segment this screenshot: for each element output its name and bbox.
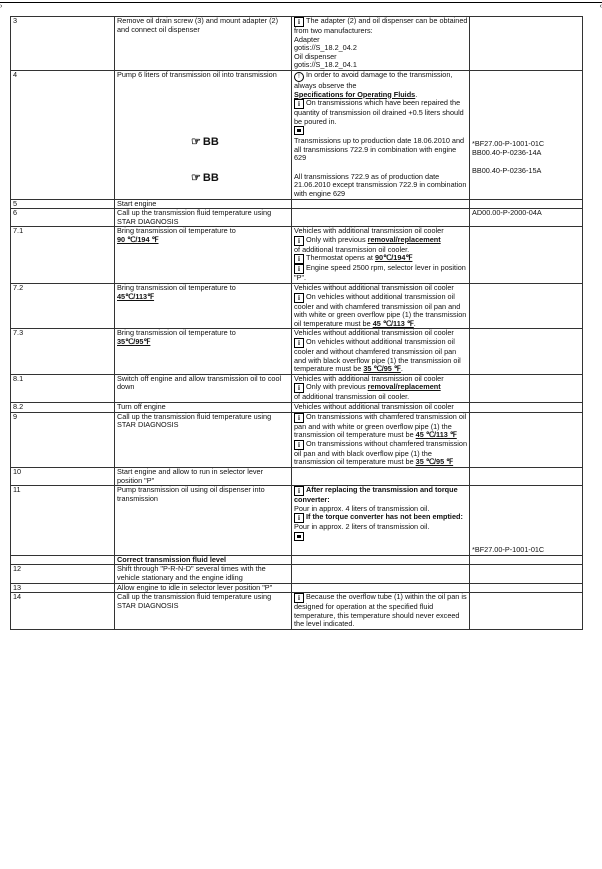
step-notes [292, 209, 470, 227]
step-action [115, 284, 292, 329]
step-notes [292, 227, 470, 284]
temperature-link[interactable]: 45 ℃/113 ℉ [415, 430, 457, 440]
step-notes: ! In order to avoid damage to the transmission, always observe the Specifications for Operating Fluids. i On transmissions which have been repaired the quantity of transmission oil drained +0.5 liters should be poured in. ☞ BB Transmissions up to production date 18.06.2010 and all transmissions 722.9 in combination with engine 629 ☞ BB All transmissions 722.9 as of production date 21.06.2010 except transmission 722.9 in combination with engine 629 [292, 70, 470, 199]
info-text: On vehicles without additional transmission oil cooler and with chamfered transmission oil pan and with white or green overflow pipe (1) the transmission oil temperature must be [294, 291, 467, 328]
corner-mark-right: ‹ [599, 3, 602, 10]
temperature-link[interactable]: 45℃/113℉ [117, 291, 155, 301]
step-reference [470, 565, 583, 583]
temperature-link[interactable]: 35℃/95℉ [117, 337, 151, 347]
top-rule [0, 2, 602, 3]
caution-text: In order to avoid damage to the transmission, always observe the [294, 69, 453, 90]
step-reference [470, 329, 583, 374]
table-row [11, 403, 583, 413]
step-number: 9 [11, 412, 115, 467]
bb-ref-link-2[interactable]: BB00.40-P-0236-15A [472, 166, 542, 176]
condition-text: Vehicles without additional transmission oil cooler [294, 328, 454, 338]
step-action: Pump transmission oil using oil dispenser into transmission [115, 486, 292, 556]
table-row [11, 17, 583, 71]
tool-ref-link[interactable]: *BF27.00-P-1001-01C [472, 545, 545, 555]
bb-condition-text: All transmissions 722.9 as of production date 21.06.2010 except transmission 722.9 in combination with engine 629 [294, 171, 467, 198]
step-number: 7.2 [11, 284, 115, 329]
step-reference [470, 17, 583, 71]
action-text: Bring transmission oil temperature to [117, 226, 236, 236]
action-text: Bring transmission oil temperature to [117, 283, 236, 293]
table-row [11, 412, 583, 467]
bb-condition-text: Transmissions up to production date 18.06.2010 and all transmissions 722.9 in combination with engine 629 [294, 135, 465, 163]
step-notes [292, 467, 470, 485]
step-reference [470, 227, 583, 284]
step-number: 7.1 [11, 227, 115, 284]
action-text: Bring transmission oil temperature to [117, 328, 236, 338]
step-notes: Vehicles without additional transmission oil cooler i On vehicles without additional transmission oil cooler and with chamfered transmission oil pan and with white or green overflow pipe (1) the transmission oil temperature must be 45 ℃/113 ℉. [292, 284, 470, 329]
table-row [11, 593, 583, 630]
dispenser-label: Oil dispenser [294, 51, 337, 61]
table-row [11, 565, 583, 583]
step-action: Call up the transmission fluid temperature using STAR DIAGNOSIS [115, 209, 292, 227]
step-action: Pump 6 liters of transmission oil into transmission [115, 70, 292, 199]
tool-ref-link[interactable]: *BF27.00-P-1001-01C [472, 138, 545, 148]
table-row [11, 70, 583, 199]
step-action: Switch off engine and allow transmission oil to cool down [115, 374, 292, 402]
step-reference [470, 593, 583, 630]
info-text: Only with previous [306, 234, 366, 244]
info-icon: i [294, 264, 304, 274]
step-reference [470, 70, 583, 199]
table-row [11, 209, 583, 227]
info-icon: i [294, 338, 304, 348]
condition-text: Vehicles without additional transmission oil cooler [294, 283, 454, 293]
temperature-link[interactable]: 35 ℃/95 ℉ [415, 457, 454, 467]
pointing-hand-icon: ☞ [191, 135, 201, 148]
removal-replacement-link[interactable]: removal/replacement [367, 382, 441, 392]
step-number: 11 [11, 486, 115, 556]
info-text: Only with previous [306, 382, 366, 392]
section-row [11, 555, 583, 565]
table-row [11, 227, 583, 284]
section-heading: Correct transmission fluid level [115, 555, 292, 565]
step-action [115, 227, 292, 284]
step-action: Start engine and allow to run in selector lever position "P" [115, 467, 292, 485]
condition-text: Vehicles without additional transmission oil cooler [292, 403, 470, 413]
step-ref-link[interactable]: AD00.00-P-2000-04A [470, 209, 583, 227]
info-icon: i [294, 413, 304, 423]
info-text: The adapter (2) and oil dispenser can be obtained from two manufacturers: [294, 16, 468, 35]
table-row [11, 374, 583, 402]
step-reference [470, 555, 583, 565]
table-row [11, 329, 583, 374]
step-number: 12 [11, 565, 115, 583]
bb-label: BB [202, 171, 219, 184]
info-text: of additional transmission oil cooler. [294, 244, 410, 254]
step-action: Turn off engine [115, 403, 292, 413]
dispenser-ref-link[interactable]: gotis://S_18.2_04.1 [294, 60, 357, 70]
info-text: On transmissions which have been repaired the quantity of transmission oil drained +0.5 liters should be poured in. [294, 98, 464, 126]
adapter-ref-link[interactable]: gotis://S_18.2_04.2 [294, 43, 357, 53]
step-number: 13 [11, 583, 115, 593]
step-number: 4 [11, 70, 115, 199]
step-notes [292, 486, 470, 556]
step-reference [470, 412, 583, 467]
info-text: of additional transmission oil cooler. [294, 392, 410, 402]
info-icon: i [294, 593, 304, 603]
info-text: On transmissions with chamfered transmission oil pan and with white or green overflow pipe (1) the transmission oil temperature must be [294, 411, 467, 440]
temperature-link[interactable]: 45 ℃/113 ℉ [372, 318, 414, 328]
removal-replacement-link[interactable]: removal/replacement [367, 234, 441, 244]
corner-mark-left: › [0, 3, 3, 10]
info-icon: i [294, 440, 304, 450]
step-notes [292, 412, 470, 467]
step-notes: Vehicles without additional transmission oil cooler i On vehicles without additional transmission oil cooler and without chamfered transmission oil pan and with black overflow pipe (1) the transmission oil temperature must be 35 ℃/95 ℉. [292, 329, 470, 374]
step-notes [292, 565, 470, 583]
info-icon: i [294, 293, 304, 303]
bb-block-1 [191, 135, 468, 163]
step-action: Call up the transmission fluid temperature using STAR DIAGNOSIS [115, 412, 292, 467]
table-row [11, 467, 583, 485]
info-text: Because the overflow tube (1) within the oil pan is designed for operation at the specified fluid temperature, this temperature should never exceed the level indicated. [294, 592, 467, 629]
tool-icon [294, 532, 304, 541]
info-icon: i [294, 383, 304, 393]
info-icon: i [294, 486, 304, 496]
info-icon: i [294, 17, 304, 27]
info-icon: i [294, 236, 304, 246]
table-row [11, 583, 583, 593]
pointing-hand-icon: ☞ [191, 171, 201, 184]
step-action: Remove oil drain screw (3) and mount adapter (2) and connect oil dispenser [115, 17, 292, 71]
info-text: On vehicles without additional transmission oil cooler and without chamfered transmission oil pan and with black overflow pipe (1) the transmission oil temperature must be [294, 337, 461, 374]
caution-icon: ! [294, 72, 304, 82]
step-reference [470, 403, 583, 413]
step-number: 7.3 [11, 329, 115, 374]
step-number: 10 [11, 467, 115, 485]
step-notes [292, 199, 470, 209]
temperature-link[interactable]: 35 ℃/95 ℉ [363, 364, 401, 374]
step-reference [470, 583, 583, 593]
info-text: Engine speed 2500 rpm, selector lever in position "P". [294, 263, 466, 283]
info-text: Thermostat opens at [306, 253, 373, 263]
info-text: Pour in approx. 4 liters of transmission oil. [294, 503, 430, 513]
step-reference [470, 374, 583, 402]
step-reference [470, 486, 583, 556]
info-heading: After replacing the transmission and torque converter: [294, 485, 458, 505]
table-row [11, 486, 583, 556]
step-reference [470, 467, 583, 485]
adapter-label: Adapter [294, 34, 320, 44]
bb-block-2 [191, 171, 468, 199]
temperature-link[interactable]: 90 ℃/194 ℉ [117, 234, 159, 244]
step-notes [292, 593, 470, 630]
info-text: On transmissions without chamfered transmission oil pan and with black overflow pipe (1) the transmission oil temperature must be [294, 438, 467, 467]
bb-marker [191, 137, 219, 148]
tool-icon [294, 126, 304, 135]
bb-label: BB [202, 135, 219, 148]
step-reference [470, 284, 583, 329]
condition-text: Vehicles with additional transmission oil cooler [294, 226, 444, 236]
info-icon: i [294, 513, 304, 523]
step-notes [292, 374, 470, 402]
step-number: 6 [11, 209, 115, 227]
info-text: Pour in approx. 2 liters of transmission oil. [294, 522, 430, 532]
step-number: 14 [11, 593, 115, 630]
step-action: Shift through "P-R-N-D" several times with the vehicle stationary and the engine idling [115, 565, 292, 583]
bb-ref-link-1[interactable]: BB00.40-P-0236-14A [472, 147, 542, 157]
temperature-link[interactable]: 90℃/194℉ [374, 253, 413, 263]
table-row [11, 284, 583, 329]
step-notes [292, 17, 470, 71]
procedure-table [10, 16, 583, 630]
step-action: Call up the transmission fluid temperature using STAR DIAGNOSIS [115, 593, 292, 630]
step-number: 5 [11, 199, 115, 209]
info-icon: i [294, 99, 304, 109]
bb-marker [191, 173, 219, 184]
step-number: 8.1 [11, 374, 115, 402]
step-number: 8.2 [11, 403, 115, 413]
step-number [11, 555, 115, 565]
specifications-link[interactable]: Specifications for Operating Fluids [294, 89, 416, 99]
step-action: Start engine [115, 199, 292, 209]
step-notes [292, 555, 470, 565]
step-number: 3 [11, 17, 115, 71]
step-action: Allow engine to idle in selector lever position "P" [115, 583, 292, 593]
condition-text: Vehicles with additional transmission oil cooler [294, 373, 444, 383]
info-icon: i [294, 254, 304, 264]
step-action [115, 329, 292, 374]
info-heading: If the torque converter has not been emptied: [306, 512, 463, 522]
